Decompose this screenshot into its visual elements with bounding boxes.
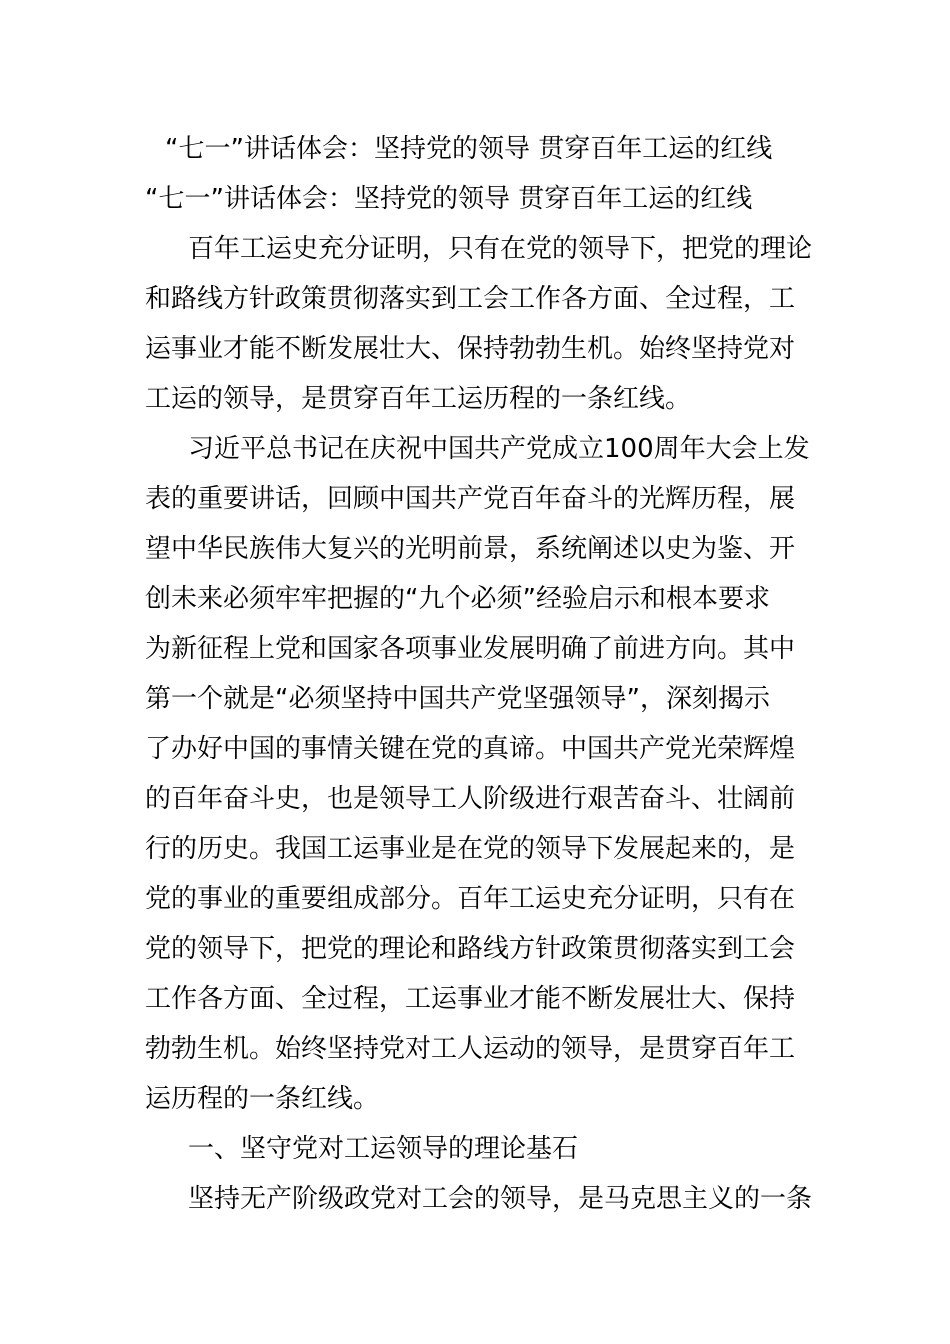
paragraph-2-line: 勃勃生机。始终坚持党对工人运动的领导，是贯穿百年工 [145, 1034, 796, 1064]
paragraph-2-line: 望中华民族伟大复兴的光明前景，系统阐述以史为鉴、开 [145, 534, 796, 564]
paragraph-2-line: 习近平总书记在庆祝中国共产党成立100周年大会上发 [188, 434, 810, 464]
paragraph-2-line: 为新征程上党和国家各项事业发展明确了前进方向。其中 [145, 634, 796, 664]
document-title: “七一”讲话体会：坚持党的领导 贯穿百年工运的红线 [165, 134, 773, 164]
paragraph-2-line: 工作各方面、全过程，工运事业才能不断发展壮大、保持 [145, 984, 796, 1014]
paragraph-1-line: 工运的领导，是贯穿百年工运历程的一条红线。 [145, 384, 692, 414]
paragraph-1-line: 百年工运史充分证明，只有在党的领导下，把党的理论 [188, 234, 813, 264]
paragraph-2-line: 的百年奋斗史，也是领导工人阶级进行艰苦奋斗、壮阔前 [145, 784, 796, 814]
paragraph-2-line: 创未来必须牢牢把握的“九个必须”经验启示和根本要求 [145, 584, 770, 614]
paragraph-1-line: 运事业才能不断发展壮大、保持勃勃生机。始终坚持党对 [145, 334, 796, 364]
paragraph-3-line: 坚持无产阶级政党对工会的领导，是马克思主义的一条 [188, 1184, 813, 1214]
section-heading: 一、坚守党对工运领导的理论基石 [188, 1134, 579, 1164]
paragraph-2-line: 党的事业的重要组成部分。百年工运史充分证明，只有在 [145, 884, 796, 914]
document-title-repeat: “七一”讲话体会：坚持党的领导 贯穿百年工运的红线 [145, 184, 753, 214]
paragraph-2-line: 第一个就是“必须坚持中国共产党坚强领导”，深刻揭示 [145, 684, 770, 714]
paragraph-2-line: 表的重要讲话，回顾中国共产党百年奋斗的光辉历程，展 [145, 484, 796, 514]
paragraph-2-line: 行的历史。我国工运事业是在党的领导下发展起来的，是 [145, 834, 796, 864]
paragraph-2-line: 运历程的一条红线。 [145, 1084, 380, 1114]
paragraph-2-line: 了办好中国的事情关键在党的真谛。中国共产党光荣辉煌 [145, 734, 796, 764]
paragraph-1-line: 和路线方针政策贯彻落实到工会工作各方面、全过程，工 [145, 284, 796, 314]
paragraph-2-line: 党的领导下，把党的理论和路线方针政策贯彻落实到工会 [145, 934, 796, 964]
